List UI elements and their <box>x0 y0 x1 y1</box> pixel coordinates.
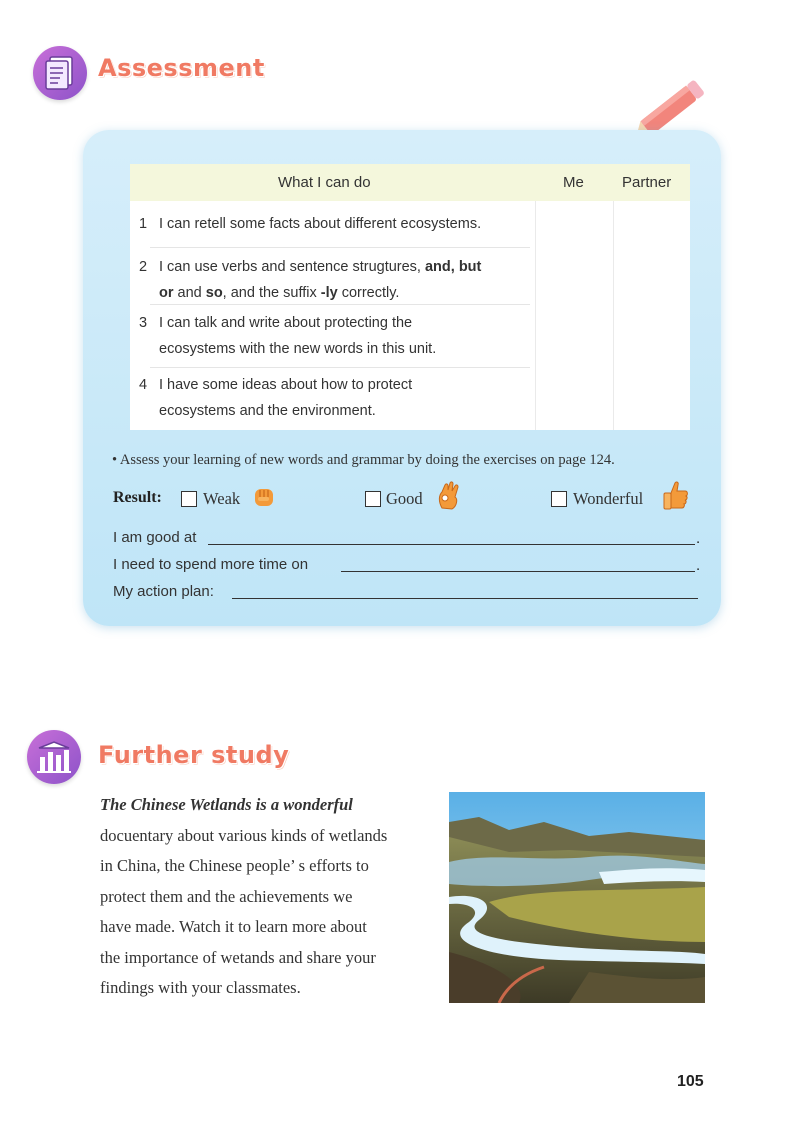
prompt-good-at: I am good at <box>113 529 197 546</box>
statement-text: ecosystems and the environment. <box>159 403 376 419</box>
statement-text: correctly. <box>337 285 400 301</box>
good-label: Good <box>386 489 423 508</box>
wetland-photo <box>449 792 705 1003</box>
paragraph-line: findings with your classmates. <box>100 978 301 997</box>
can-do-statement <box>159 254 559 306</box>
statement-text: and <box>173 285 206 301</box>
further-study-icon <box>27 730 81 784</box>
can-do-statement: I can retell some facts about different ecosystems. <box>159 216 482 232</box>
assessment-icon <box>33 46 87 100</box>
paragraph-line: have made. Watch it to learn more about <box>100 917 367 936</box>
wonderful-checkbox[interactable] <box>551 491 567 507</box>
weak-checkbox[interactable] <box>181 491 197 507</box>
fist-icon <box>252 484 276 510</box>
answer-line-more-time[interactable] <box>341 571 695 572</box>
paragraph-line: in China, the Chinese people’ s efforts to <box>100 856 369 875</box>
statement-keyword: so <box>205 285 223 301</box>
assessment-title: Assessment <box>98 54 265 82</box>
row-divider <box>150 304 530 305</box>
table-header-row <box>130 164 690 201</box>
statement-keyword: and, but <box>424 259 482 275</box>
can-do-statement <box>159 372 559 424</box>
row-number: 1 <box>139 216 148 232</box>
paragraph-line: protect them and the achievements we <box>100 886 353 906</box>
thumbs-up-icon <box>661 480 689 512</box>
paragraph-line: The Chinese Wetlands is a wonderful <box>100 795 353 814</box>
statement-keyword: or <box>159 285 174 301</box>
row-number: 2 <box>139 259 148 275</box>
statement-text: ecosystems with the new words in this unit. <box>159 341 437 357</box>
result-label: Result: <box>113 489 162 506</box>
further-study-title: Further study <box>98 741 290 769</box>
end-period: . <box>696 530 701 547</box>
ok-hand-icon <box>436 481 462 511</box>
row-number: 4 <box>139 377 148 393</box>
statement-keyword: -ly <box>320 285 338 301</box>
statement-text: I can use verbs and sentence strugtures, <box>159 259 425 275</box>
paragraph-line: docuentary about various kinds of wetlands <box>100 825 388 845</box>
answer-line-action-plan[interactable] <box>232 598 698 599</box>
header-what-i-can-do: What I can do <box>278 174 371 191</box>
statement-text: I can talk and write about protecting the <box>159 315 413 331</box>
header-partner: Partner <box>622 174 672 191</box>
row-number: 3 <box>139 315 148 331</box>
prompt-more-time: I need to spend more time on <box>113 556 309 573</box>
row-divider <box>150 247 530 248</box>
end-period: . <box>696 557 701 574</box>
paragraph-line: the importance of wetands and share your <box>100 947 376 967</box>
further-study-paragraph <box>100 790 440 1004</box>
wonderful-label: Wonderful <box>573 489 644 508</box>
row-divider <box>150 367 530 368</box>
weak-label: Weak <box>203 489 241 508</box>
good-checkbox[interactable] <box>365 491 381 507</box>
can-do-statement <box>159 310 559 362</box>
statement-text: I have some ideas about how to protect <box>159 377 413 393</box>
assessment-table <box>130 164 690 430</box>
statement-text: , and the suffix <box>222 285 321 301</box>
header-me: Me <box>563 174 584 191</box>
prompt-action-plan: My action plan: <box>113 583 214 600</box>
page-number: 105 <box>677 1073 704 1090</box>
answer-line-good-at[interactable] <box>208 544 695 545</box>
assessment-note: • Assess your learning of new words and grammar by doing the exercises on page 124. <box>112 452 615 468</box>
column-divider <box>613 201 614 430</box>
